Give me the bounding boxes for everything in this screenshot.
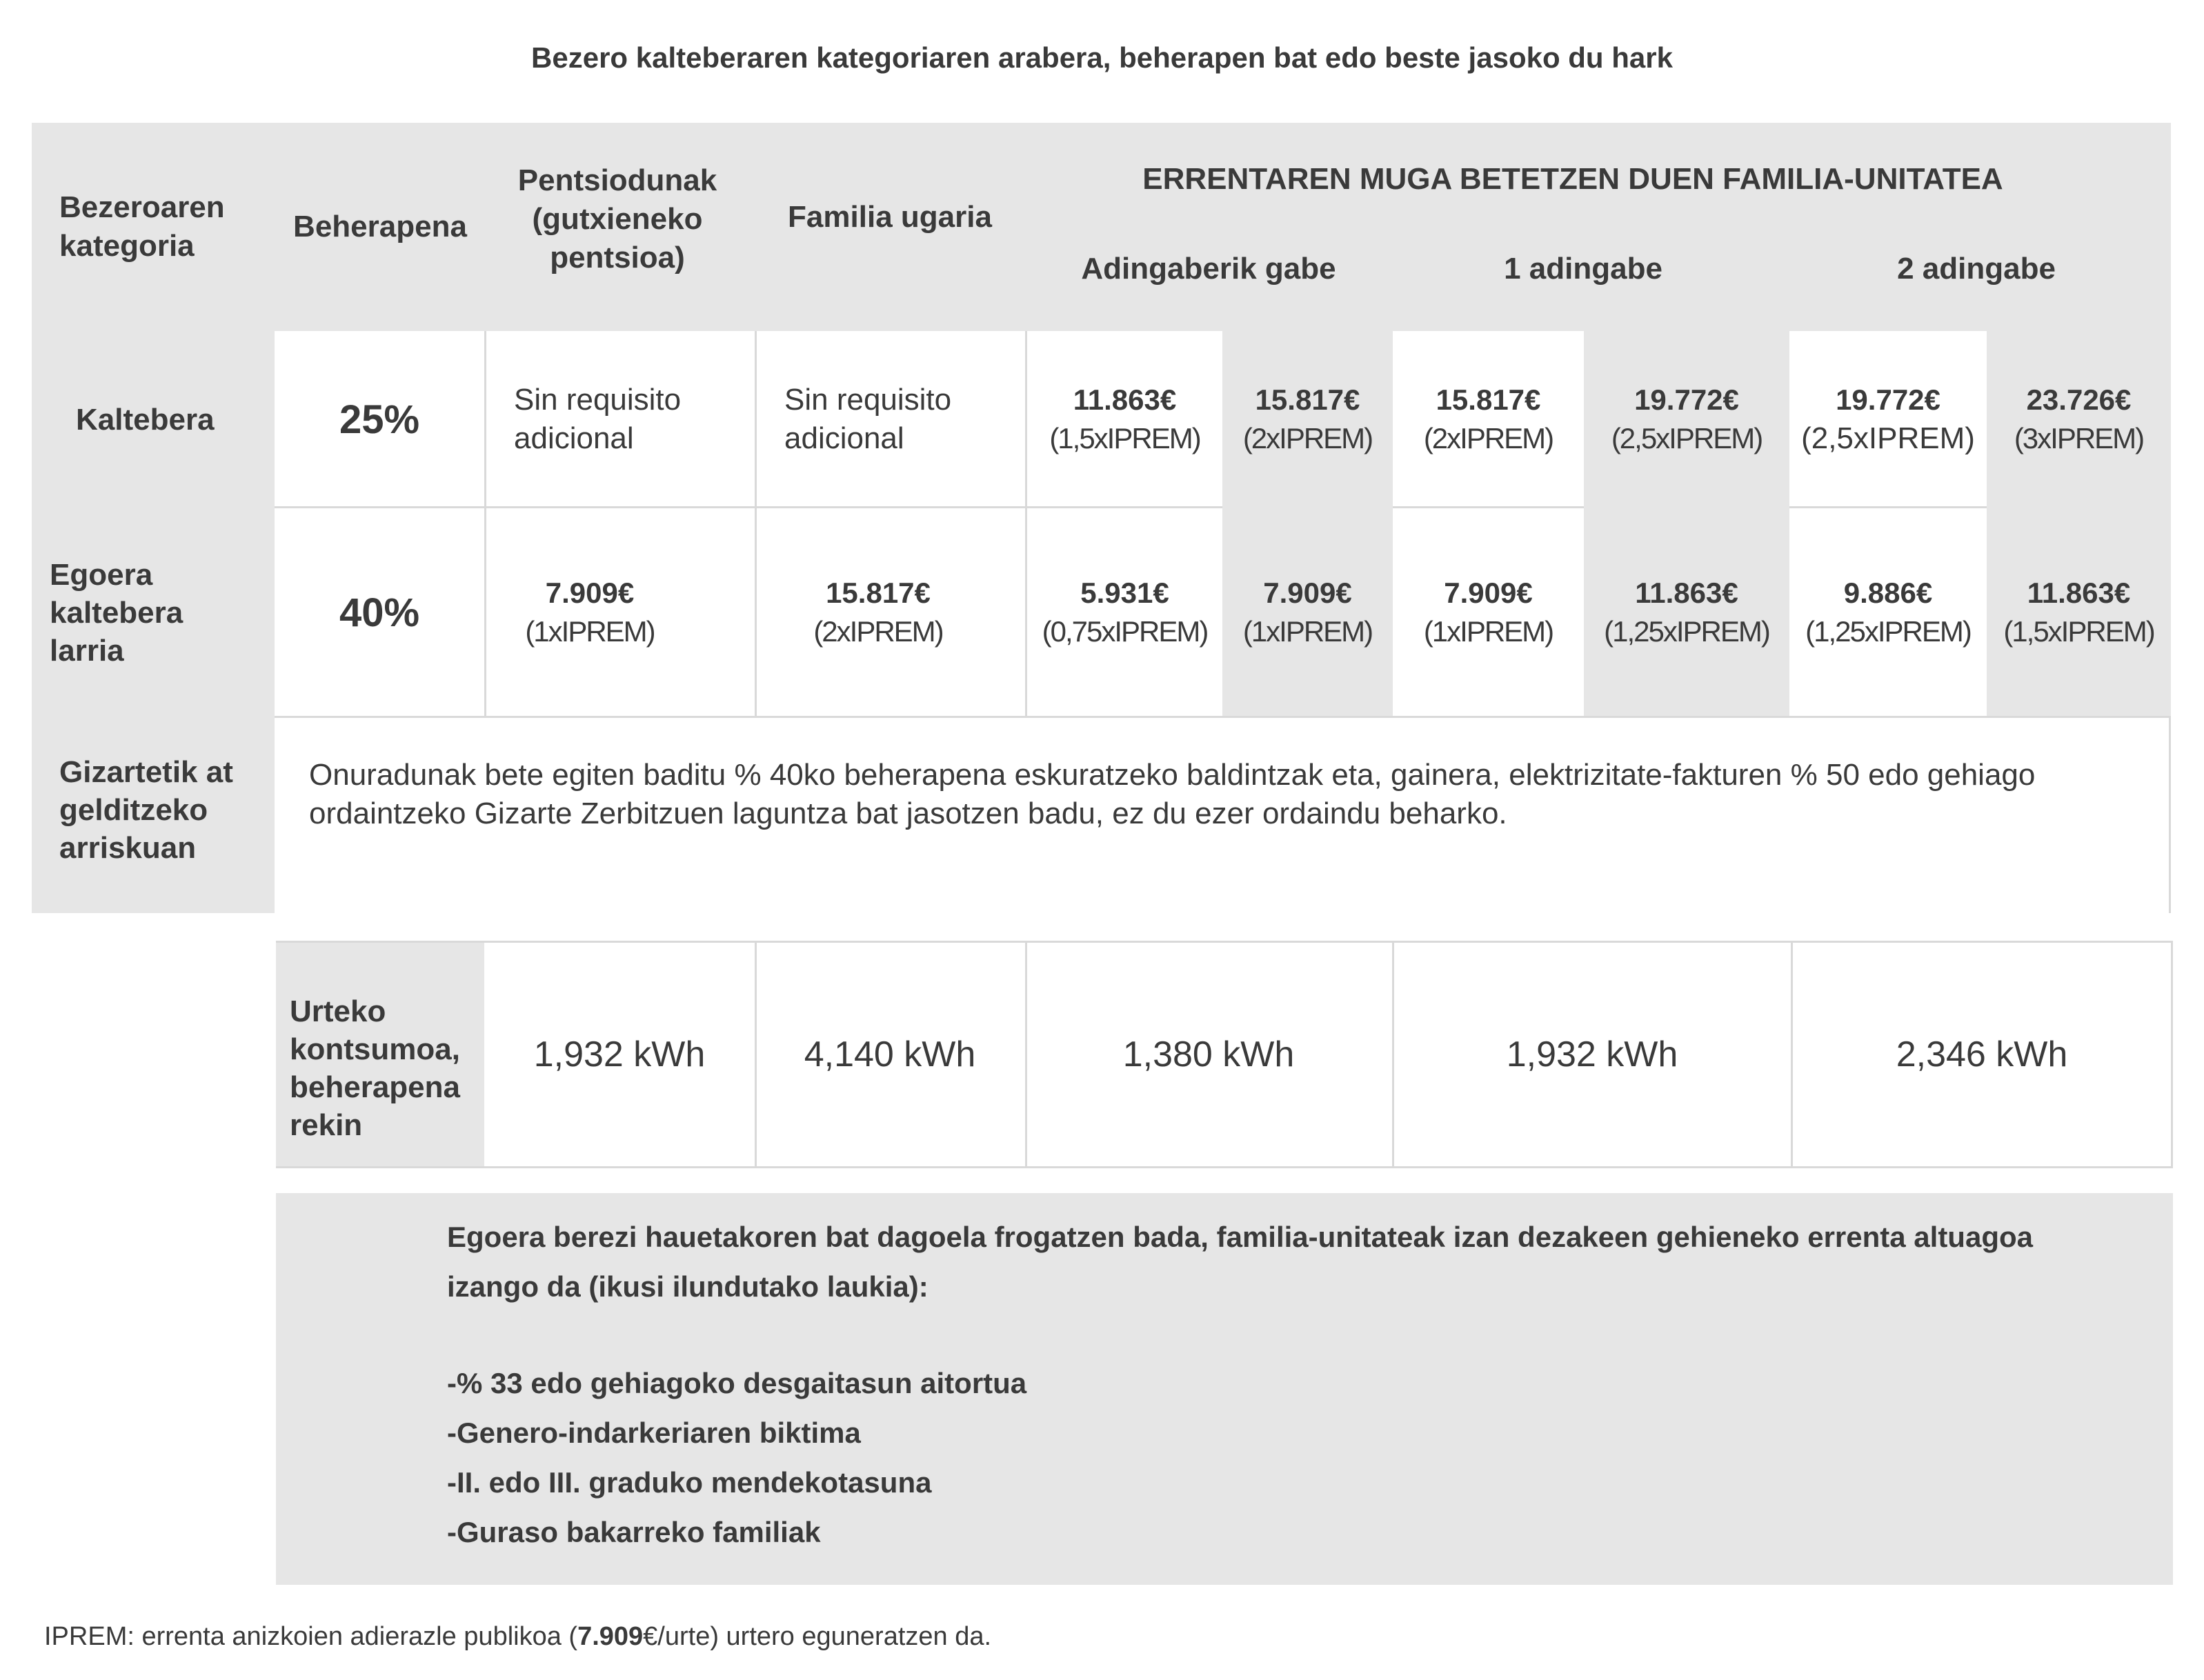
income-amount: 15.817€ xyxy=(1436,383,1541,416)
grid-line xyxy=(755,331,757,717)
income-cell xyxy=(1789,508,1987,717)
table-title: Bezero kalteberaren kategoriaren arabera, beherapen bat edo beste jasoko du hark xyxy=(531,41,1673,74)
income-cell xyxy=(1027,508,1222,717)
header-category: Bezeroaren kategoria xyxy=(59,190,225,263)
income-amount: 7.909€ xyxy=(545,577,635,609)
pensioners-vulnerable: Sin requisito adicional xyxy=(486,331,755,508)
income-iprem: (1xIPREM) xyxy=(525,615,655,648)
income-cell-shaded xyxy=(1222,508,1393,717)
income-cell-shaded xyxy=(1987,331,2171,508)
income-amount: 7.909€ xyxy=(1263,577,1352,609)
grid-line xyxy=(2169,717,2171,913)
income-iprem: (2,5xIPREM) xyxy=(1611,422,1763,454)
income-iprem: (1,5xIPREM) xyxy=(1049,422,1200,454)
income-iprem: (2,5xIPREM) xyxy=(1801,421,1975,455)
income-cell xyxy=(1789,331,1987,508)
footnote-value: 7.909 xyxy=(577,1622,644,1651)
grid-line xyxy=(1392,943,1394,1166)
note-item: -Genero-indarkeriaren biktima xyxy=(447,1417,861,1449)
income-amount: 11.863€ xyxy=(1635,577,1738,609)
income-cell xyxy=(1393,508,1584,717)
income-cell-shaded xyxy=(1222,331,1393,508)
income-iprem: (1xIPREM) xyxy=(1423,615,1553,648)
grid-line xyxy=(755,943,757,1166)
pensioners-severe xyxy=(486,508,693,717)
income-iprem: (1,25xIPREM) xyxy=(1805,615,1971,648)
header-no-minors: Adingaberik gabe xyxy=(1081,252,1336,286)
consumption-label: Urteko kontsumoa, beherapena rekin xyxy=(276,943,484,1166)
discount-severe: 40% xyxy=(275,508,484,717)
consumption-value: 2,346 kWh xyxy=(1896,1034,2068,1074)
footnote-suffix: €/urte) urtero eguneratzen da. xyxy=(643,1622,992,1651)
large-family-severe xyxy=(757,508,1000,717)
income-iprem: (0,75xIPREM) xyxy=(1042,615,1208,648)
consumption-value: 1,380 kWh xyxy=(1122,1034,1295,1074)
consumption-value: 1,932 kWh xyxy=(1506,1034,1678,1074)
income-amount: 11.863€ xyxy=(2027,577,2131,609)
income-cell xyxy=(1027,331,1222,508)
grid-line xyxy=(1027,716,2171,718)
income-iprem: (3xIPREM) xyxy=(2014,422,2144,454)
note-item: -Guraso bakarreko familiak xyxy=(447,1516,821,1548)
header-large-family: Familia ugaria xyxy=(788,200,992,234)
grid-line xyxy=(1025,943,1027,1166)
income-amount: 7.909€ xyxy=(1444,577,1533,609)
income-amount: 19.772€ xyxy=(1634,383,1739,416)
footnote xyxy=(44,1622,1424,1652)
grid-line xyxy=(1027,506,1222,508)
note-item: -II. edo III. graduko mendekotasuna xyxy=(447,1466,932,1499)
income-iprem: (1,25xIPREM) xyxy=(1604,615,1769,648)
income-cell xyxy=(1393,331,1584,508)
consumption-value: 4,140 kWh xyxy=(804,1034,976,1074)
grid-line xyxy=(275,716,1027,718)
header-two-minors: 2 adingabe xyxy=(1897,252,2056,286)
exclusion-text: Onuradunak bete egiten baditu % 40ko beherapena eskuratzeko baldintzak eta, gainera, elektrizitate-fakturen % 50 edo gehiago ordaintzeko Gizarte Zerbitzuen laguntza bat jasotzen badu, ez du ezer ordaindu beharko. xyxy=(275,717,2171,913)
income-amount: 5.931€ xyxy=(1080,577,1169,609)
income-iprem: (2xIPREM) xyxy=(813,615,943,648)
grid-line xyxy=(1789,506,1987,508)
grid-line xyxy=(275,506,1027,508)
header-discount: Beherapena xyxy=(293,210,467,243)
grid-line xyxy=(484,331,486,717)
income-cell-shaded xyxy=(1584,508,1789,717)
row-label-vulnerable: Kaltebera xyxy=(32,331,275,508)
income-cell-shaded xyxy=(1584,331,1789,508)
header-pensioners: Pentsiodunak (gutxieneko pentsioa) xyxy=(517,163,717,274)
income-iprem: (2xIPREM) xyxy=(1423,422,1553,454)
grid-line xyxy=(1393,506,1584,508)
income-amount: 11.863€ xyxy=(1073,383,1177,416)
row-label-exclusion: Gizartetik at gelditzeko arriskuan xyxy=(32,717,275,913)
income-amount: 15.817€ xyxy=(826,577,931,609)
large-family-vulnerable: Sin requisito adicional xyxy=(757,331,1025,508)
income-amount: 23.726€ xyxy=(2026,383,2132,416)
income-amount: 19.772€ xyxy=(1836,383,1940,416)
income-iprem: (1xIPREM) xyxy=(1242,615,1373,648)
income-cell-shaded xyxy=(1987,508,2171,717)
header-income-group: ERRENTAREN MUGA BETETZEN DUEN FAMILIA-UNITATEA xyxy=(1142,162,2003,196)
note-intro: Egoera berezi hauetakoren bat dagoela frogatzen bada, familia-unitateak izan dezakeen gehieneko errenta altuagoa izango da (ikusi ilundutako laukia): xyxy=(447,1221,2033,1303)
grid-line xyxy=(1025,331,1027,717)
income-amount: 15.817€ xyxy=(1255,383,1360,416)
discount-vulnerable: 25% xyxy=(275,331,484,508)
row-label-severe: Egoera kaltebera larria xyxy=(32,508,275,717)
footnote-prefix: IPREM: errenta anizkoien adierazle publikoa ( xyxy=(44,1622,578,1651)
note-item: -% 33 edo gehiagoko desgaitasun aitortua xyxy=(447,1367,1027,1399)
header-one-minor: 1 adingabe xyxy=(1504,252,1662,286)
income-iprem: (1,5xIPREM) xyxy=(2003,615,2154,648)
income-amount: 9.886€ xyxy=(1843,577,1933,609)
consumption-value: 1,932 kWh xyxy=(533,1034,706,1074)
grid-line xyxy=(1791,943,1793,1166)
income-iprem: (2xIPREM) xyxy=(1242,422,1373,454)
